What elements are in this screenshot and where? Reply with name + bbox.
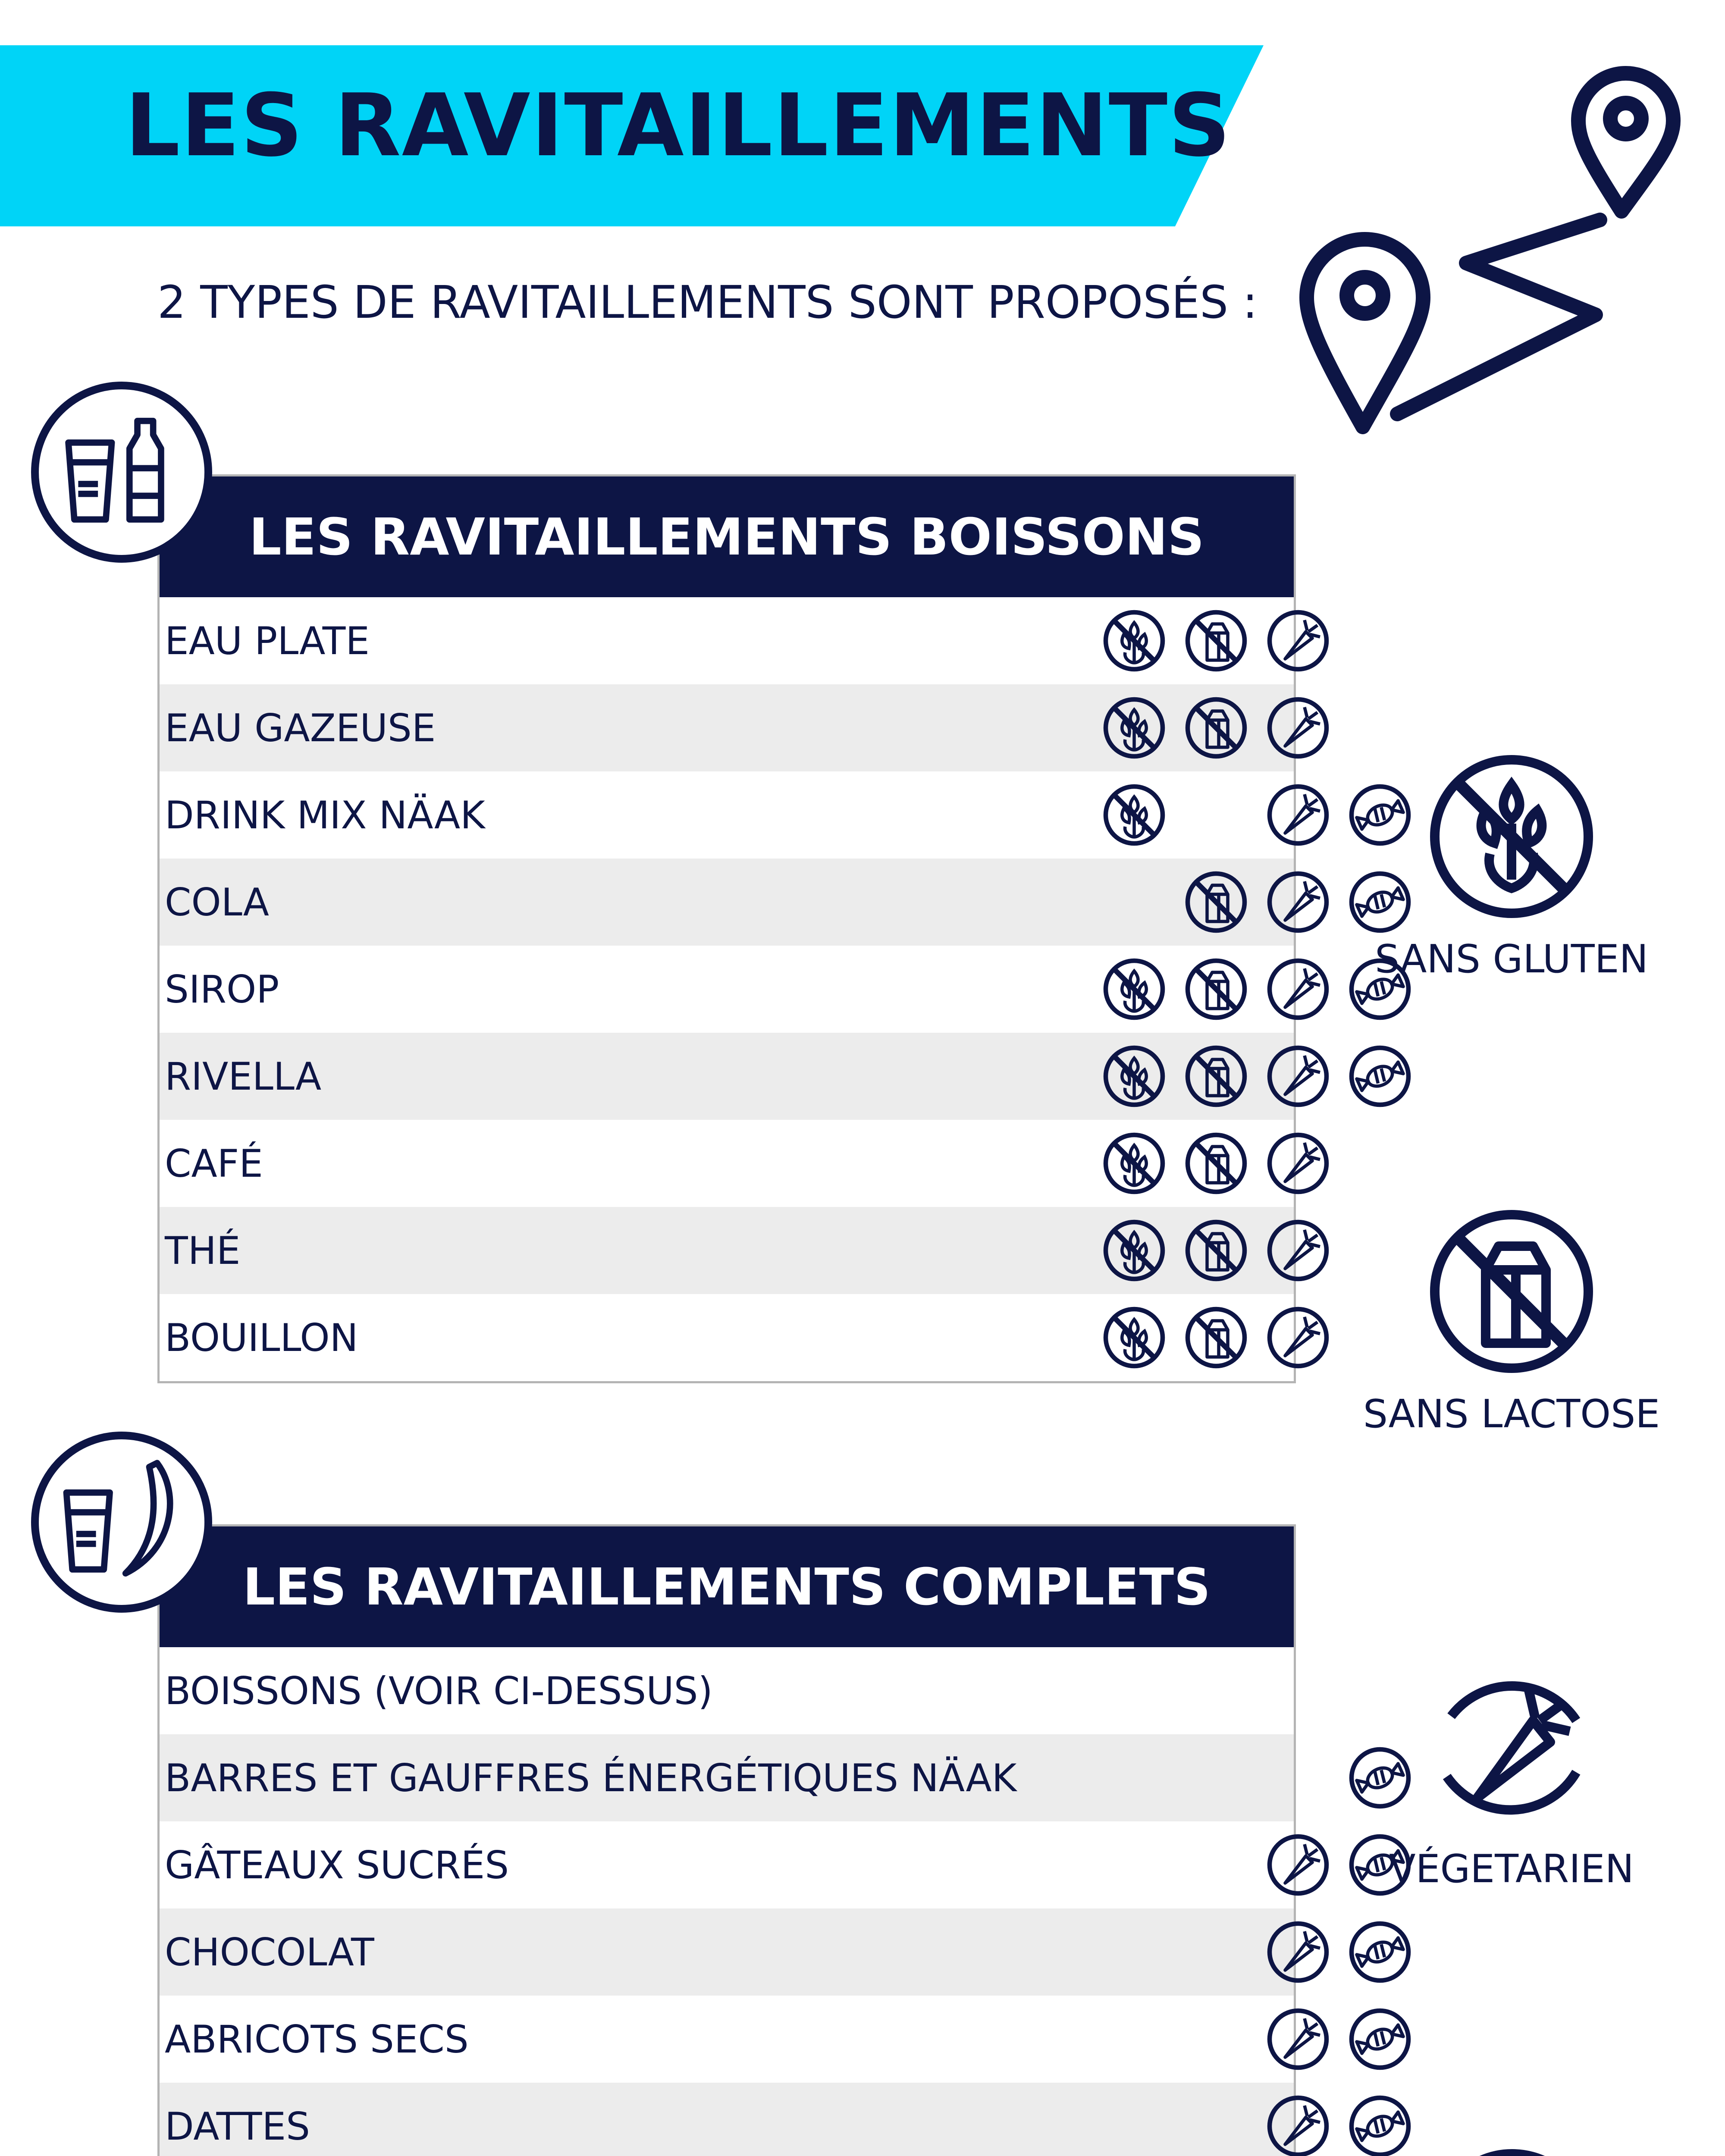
drinks-table <box>157 474 1296 1383</box>
no-lactose-icon <box>1425 1205 1598 1378</box>
row-item-name: CAFÉ <box>165 1141 263 1186</box>
table-row <box>160 1996 1294 2083</box>
legend-sans-gluten-label: SANS GLUTEN <box>1375 937 1648 982</box>
carrot-icon <box>1266 1920 1330 1984</box>
table-row <box>160 1821 1294 1908</box>
drinks-rows <box>160 597 1294 1381</box>
row-diet-badges <box>936 1821 1289 1908</box>
candy-icon <box>1348 1044 1412 1109</box>
page-title: LES RAVITAILLEMENTS <box>125 75 1232 176</box>
row-diet-badges <box>936 1908 1289 1996</box>
candy-icon <box>1348 2007 1412 2071</box>
table-row <box>160 859 1294 946</box>
row-diet-badges <box>936 1207 1289 1294</box>
full-supplies-table <box>157 1524 1296 2156</box>
no-gluten-icon <box>1102 608 1167 673</box>
legend-sans-lactose <box>1317 1205 1706 1437</box>
row-diet-badges <box>936 684 1289 771</box>
row-item-name: DRINK MIX NÄAK <box>165 793 485 837</box>
drinks-table-title: LES RAVITAILLEMENTS BOISSONS <box>160 476 1294 597</box>
table-row <box>160 684 1294 771</box>
legend-vegetarien-label: VÉGETARIEN <box>1389 1846 1634 1892</box>
table-row <box>160 2083 1294 2156</box>
no-lactose-icon <box>1184 1218 1248 1283</box>
legend-vegetarien <box>1317 1660 1706 1892</box>
no-gluten-icon <box>1102 696 1167 760</box>
row-diet-badges <box>936 771 1289 859</box>
row-item-name: CHOCOLAT <box>165 1930 374 1974</box>
row-diet-badges <box>936 859 1289 946</box>
carrot-icon <box>1266 1044 1330 1109</box>
legend-sans-gluten <box>1317 750 1706 982</box>
no-gluten-icon <box>1102 1305 1167 1370</box>
row-item-name: BOISSONS (VOIR CI-DESSUS) <box>165 1668 713 1713</box>
drink-banana-icon <box>31 1432 212 1613</box>
row-diet-badges <box>936 946 1289 1033</box>
row-item-name: BARRES ET GAUFFRES ÉNERGÉTIQUES NÄAK <box>165 1755 1017 1800</box>
drinks-icon <box>31 382 212 563</box>
row-item-name: EAU GAZEUSE <box>165 705 436 750</box>
no-lactose-icon <box>1184 696 1248 760</box>
row-item-name: BOUILLON <box>165 1315 358 1360</box>
table-row <box>160 597 1294 684</box>
carrot-icon <box>1266 1131 1330 1196</box>
row-item-name: EAU PLATE <box>165 618 370 663</box>
row-diet-badges <box>936 2083 1289 2156</box>
row-item-name: ABRICOTS SECS <box>165 2017 469 2062</box>
row-item-name: SIROP <box>165 967 279 1012</box>
legend-sans-lactose-label: SANS LACTOSE <box>1363 1391 1660 1437</box>
table-row <box>160 1207 1294 1294</box>
full-supplies-table-title: LES RAVITAILLEMENTS COMPLETS <box>160 1526 1294 1647</box>
table-row <box>160 1734 1294 1821</box>
no-gluten-icon <box>1102 957 1167 1022</box>
no-lactose-icon <box>1184 1131 1248 1196</box>
table-row <box>160 1120 1294 1207</box>
candy-icon <box>1348 1920 1412 1984</box>
row-item-name: THÉ <box>165 1228 241 1273</box>
row-item-name: RIVELLA <box>165 1054 322 1099</box>
no-lactose-icon <box>1184 1305 1248 1370</box>
page-subtitle: 2 TYPES DE RAVITAILLEMENTS SONT PROPOSÉS : <box>157 276 1258 329</box>
row-diet-badges <box>936 1734 1289 1821</box>
no-gluten-icon <box>1102 1218 1167 1283</box>
no-lactose-icon <box>1184 957 1248 1022</box>
no-lactose-icon <box>1184 608 1248 673</box>
no-gluten-icon <box>1102 1131 1167 1196</box>
map-route-icon <box>1298 56 1699 444</box>
full-supplies-rows <box>160 1647 1294 2156</box>
no-gluten-icon <box>1102 783 1167 847</box>
row-diet-badges <box>936 597 1289 684</box>
carrot-icon <box>1266 608 1330 673</box>
no-lactose-icon <box>1184 1044 1248 1109</box>
table-row <box>160 1908 1294 1996</box>
row-diet-badges <box>936 1647 1289 1734</box>
table-row <box>160 946 1294 1033</box>
table-row <box>160 1647 1294 1734</box>
row-diet-badges <box>936 1294 1289 1381</box>
carrot-icon <box>1425 1660 1598 1833</box>
no-gluten-icon <box>1425 750 1598 923</box>
row-item-name: DATTES <box>165 2104 310 2149</box>
table-row <box>160 1033 1294 1120</box>
legend-produit-sucre <box>1317 2128 1706 2156</box>
row-item-name: GÂTEAUX SUCRÉS <box>165 1843 509 1887</box>
carrot-icon <box>1266 2007 1330 2071</box>
row-diet-badges <box>936 1996 1289 2083</box>
row-item-name: COLA <box>165 880 269 924</box>
table-row <box>160 1294 1294 1381</box>
candy-icon <box>1425 2128 1598 2156</box>
row-diet-badges <box>936 1033 1289 1120</box>
table-row <box>160 771 1294 859</box>
no-gluten-icon <box>1102 1044 1167 1109</box>
no-lactose-icon <box>1184 870 1248 934</box>
row-diet-badges <box>936 1120 1289 1207</box>
